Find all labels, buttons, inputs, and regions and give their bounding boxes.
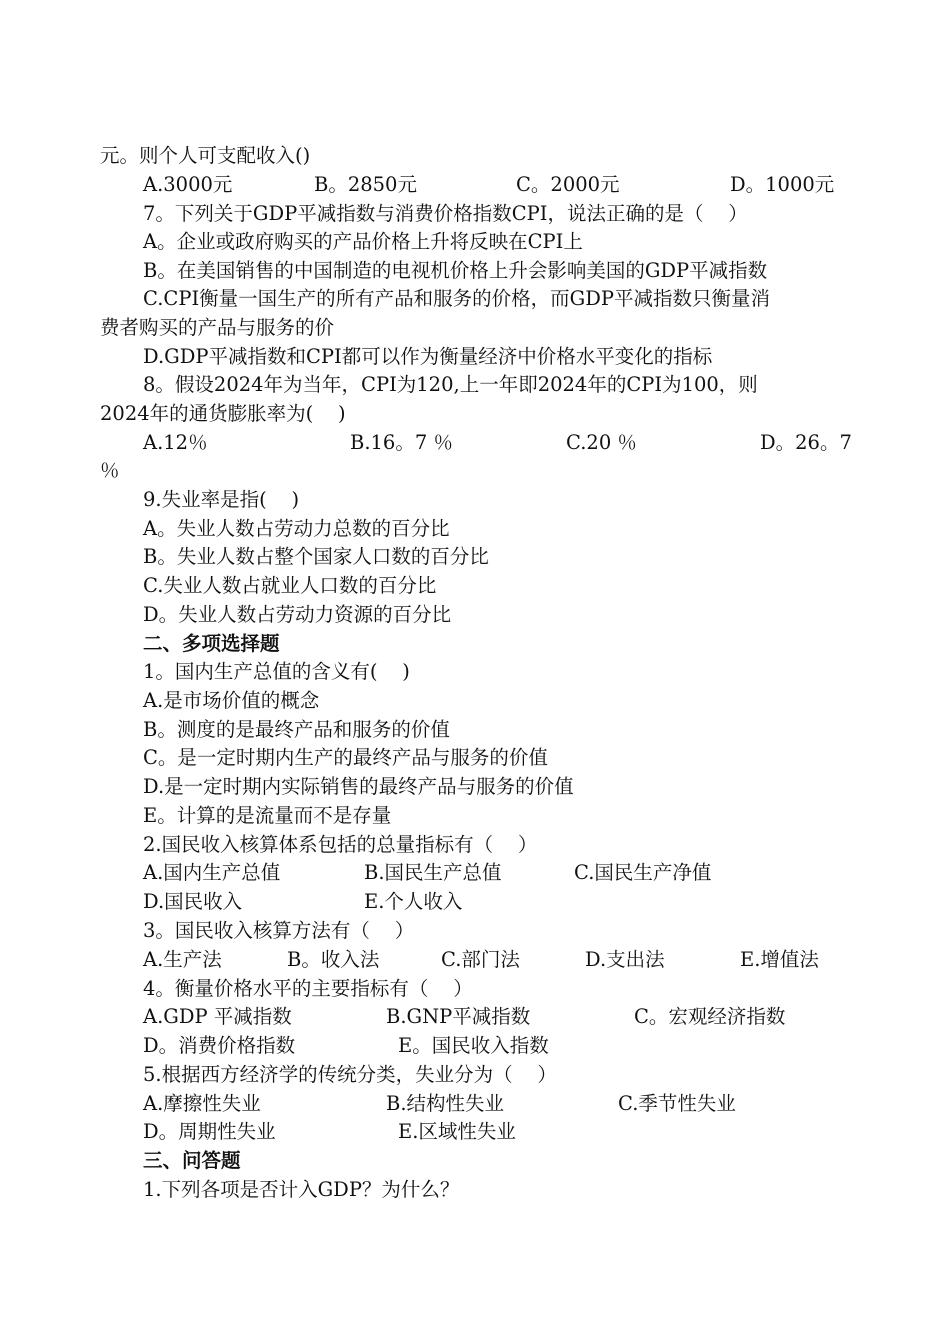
s2-q5-option-b: B.结构性失业 — [386, 1092, 505, 1115]
q7-option-b: B。在美国销售的中国制造的电视机价格上升会影响美国的GDP平减指数 — [143, 259, 768, 282]
s2-q5-option-d: D。周期性失业 — [143, 1120, 276, 1143]
s2-q1-option-b: B。测度的是最终产品和服务的价值 — [143, 718, 450, 741]
s3-q1-stem: 1.下列各项是否计入GDP？为什么？ — [143, 1178, 460, 1201]
s2-q1-option-c: C。是一定时期内生产的最终产品与服务的价值 — [143, 746, 548, 769]
q6-tail: 元。则个人可支配收入() — [100, 144, 311, 167]
q6-option-a: A.3000元 — [143, 173, 233, 196]
q8-option-c: C.20 ％ — [566, 431, 637, 454]
s2-q1-option-e: E。计算的是流量而不是存量 — [143, 804, 392, 827]
q7-option-a: A。企业或政府购买的产品价格上升将反映在CPI上 — [143, 230, 583, 253]
s2-q1-option-a: A.是市场价值的概念 — [143, 689, 320, 712]
s2-q2-option-c: C.国民生产净值 — [574, 861, 712, 884]
s2-q3-option-b: B。收入法 — [287, 948, 380, 971]
q9-option-a: A。失业人数占劳动力总数的百分比 — [143, 517, 450, 540]
s2-q1-option-d: D.是一定时期内实际销售的最终产品与服务的价值 — [143, 775, 574, 798]
q9-option-c: C.失业人数占就业人口数的百分比 — [143, 574, 437, 597]
q7-stem: 7。下列关于GDP平减指数与消费价格指数CPI，说法正确的是（ ） — [143, 202, 748, 225]
s2-q3-stem: 3。国民收入核算方法有（ ） — [143, 919, 415, 942]
s2-q4-option-b: B.GNP平减指数 — [386, 1005, 531, 1028]
q9-stem: 9.失业率是指( ) — [143, 488, 300, 511]
s2-q1-stem: 1。国内生产总值的含义有( ) — [143, 660, 410, 683]
s2-q5-option-e: E.区域性失业 — [398, 1120, 516, 1143]
q9-option-d: D。失业人数占劳动力资源的百分比 — [143, 603, 452, 626]
q6-option-c: C。2000元 — [516, 173, 620, 196]
s2-q4-option-a: A.GDP 平减指数 — [143, 1005, 292, 1028]
s2-q2-option-e: E.个人收入 — [364, 890, 463, 913]
s2-q4-option-e: E。国民收入指数 — [398, 1034, 549, 1057]
s2-q2-option-a: A.国内生产总值 — [143, 861, 281, 884]
s2-q5-stem: 5.根据西方经济学的传统分类，失业分为（ ） — [143, 1063, 557, 1086]
q8-stem-line2: 2024年的通货膨胀率为( ) — [100, 402, 346, 425]
q8-option-b: B.16。7 ％ — [350, 431, 453, 454]
q6-option-b: B。2850元 — [314, 173, 417, 196]
q7-option-c-line1: C.CPI衡量一国生产的所有产品和服务的价格，而GDP平减指数只衡量消 — [143, 287, 770, 310]
s2-q5-option-a: A.摩擦性失业 — [143, 1092, 261, 1115]
q9-option-b: B。失业人数占整个国家人口数的百分比 — [143, 545, 489, 568]
s2-q4-option-c: C。宏观经济指数 — [634, 1005, 786, 1028]
section2-heading: 二、多项选择题 — [143, 632, 280, 655]
s2-q3-option-d: D.支出法 — [585, 948, 665, 971]
q8-option-a: A.12％ — [143, 431, 208, 454]
q8-stem-line1: 8。假设2024年为当年，CPI为120,上一年即2024年的CPI为100，则 — [143, 373, 758, 396]
s2-q4-option-d: D。消费价格指数 — [143, 1034, 296, 1057]
s2-q3-option-a: A.生产法 — [143, 948, 222, 971]
s2-q4-stem: 4。衡量价格水平的主要指标有（ ） — [143, 977, 473, 1000]
q7-option-c-line2: 费者购买的产品与服务的价 — [100, 316, 335, 339]
q6-option-d: D。1000元 — [730, 173, 835, 196]
s2-q2-option-d: D.国民收入 — [143, 890, 243, 913]
q7-option-d: D.GDP平减指数和CPI都可以作为衡量经济中价格水平变化的指标 — [143, 345, 713, 368]
q8-option-d: D。26。7 — [760, 431, 852, 454]
s2-q3-option-c: C.部门法 — [441, 948, 520, 971]
s2-q3-option-e: E.增值法 — [740, 948, 819, 971]
s2-q2-option-b: B.国民生产总值 — [364, 861, 502, 884]
q8-option-d-wrap: ％ — [100, 459, 120, 482]
s2-q5-option-c: C.季节性失业 — [618, 1092, 736, 1115]
s2-q2-stem: 2.国民收入核算体系包括的总量指标有（ ） — [143, 833, 538, 856]
section3-heading: 三、问答题 — [143, 1149, 241, 1172]
